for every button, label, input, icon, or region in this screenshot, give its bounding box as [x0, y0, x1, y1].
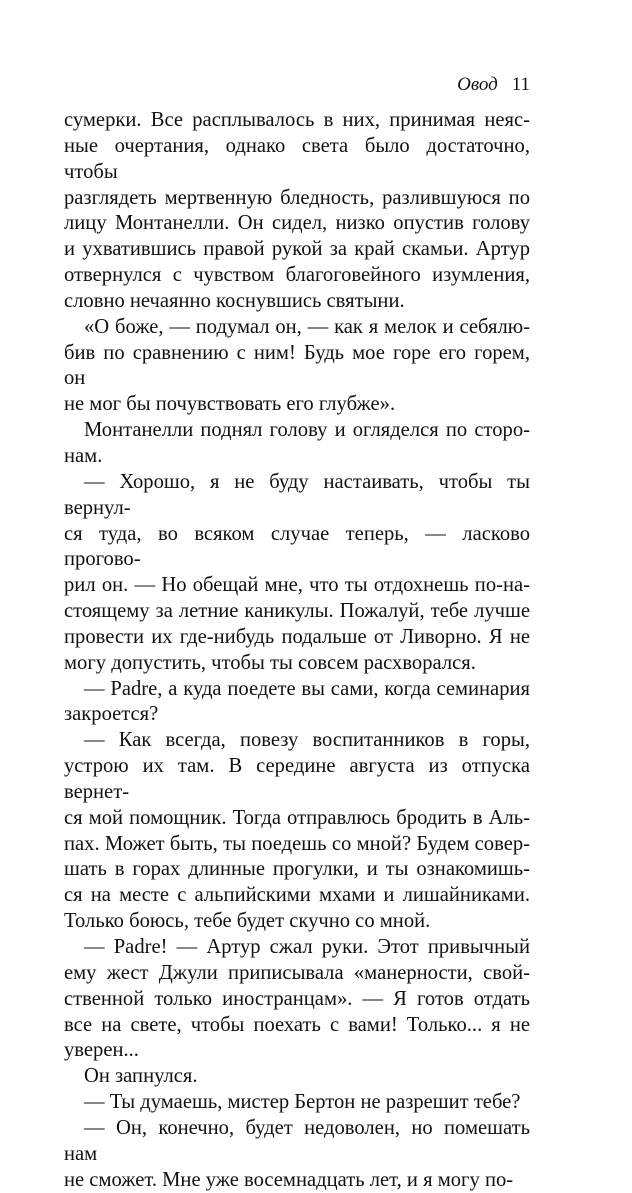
text-line: — Он, конечно, будет недоволен, но помешать нам	[64, 1116, 530, 1165]
text-line: ся мой помощник. Тогда отправлюсь бродить в Аль-	[64, 806, 530, 829]
text-line: словно нечаянно коснувшись святыни.	[64, 289, 405, 312]
paragraph	[64, 728, 530, 935]
page-number: 11	[511, 74, 530, 95]
text-line: рил он. — Но обещай мне, что ты отдохнешь по-на-	[64, 574, 530, 597]
paragraph	[64, 108, 530, 315]
paragraph	[64, 1090, 530, 1116]
text-line: не сможет. Мне уже восемнадцать лет, и я могу по-	[64, 1168, 514, 1191]
text-line: Он запнулся.	[84, 1065, 198, 1088]
text-line: — Как всегда, повезу воспитанников в горы,	[84, 729, 530, 752]
running-header	[64, 74, 530, 96]
paragraph	[64, 470, 530, 677]
text-line: уверен...	[64, 1039, 139, 1062]
text-line: ственной только иностранцам». — Я готов отдать	[64, 987, 530, 1010]
text-line: нам.	[64, 444, 103, 467]
text-line: ему жест Джули приписывала «манерности, свой-	[64, 961, 530, 984]
text-line: «О боже, — подумал он, — как я мелок и себялю-	[84, 315, 530, 338]
text-line: — Padre, а куда поедете вы сами, когда семинария	[84, 677, 530, 700]
text-line: — Padre! — Артур сжал руки. Этот привычный	[84, 936, 530, 958]
text-line: отвернулся с чувством благоговейного изумления,	[64, 264, 530, 287]
text-line: лицу Монтанелли. Он сидел, низко опустив голову	[64, 212, 530, 235]
text-line: — Хорошо, я не буду настаивать, чтобы ты вернул-	[64, 470, 530, 519]
text-line: закроется?	[64, 703, 159, 726]
text-line: разглядеть мертвенную бледность, разлившуюся по	[64, 186, 530, 209]
text-line: и ухватившись правой рукой за край скамьи. Артур	[64, 238, 530, 261]
paragraph	[64, 677, 530, 729]
text-line: ся на месте с альпийскими мхами и лишайниками.	[64, 884, 530, 907]
text-line: — Ты думаешь, мистер Бертон не разрешит тебе?	[84, 1091, 521, 1114]
text-line: не мог бы почувствовать его глубже».	[64, 393, 396, 416]
text-line: провести их где-нибудь подальше от Ливорно. Я не	[64, 625, 530, 648]
text-line: ные очертания, однако света было достаточно, чтобы	[64, 134, 530, 183]
text-line: все на свете, чтобы поехать с вами! Только... я не	[64, 1013, 530, 1036]
body-text	[64, 108, 530, 1193]
paragraph	[64, 418, 530, 470]
text-line: могу допустить, чтобы ты совсем расхворался.	[64, 651, 476, 674]
text-line: стоящему за летние каникулы. Пожалуй, тебе лучше	[64, 600, 530, 623]
text-line: сумерки. Все расплывалось в них, принимая неяс-	[64, 109, 530, 131]
text-line: бив по сравнению с ним! Будь мое горе его горем, он	[64, 341, 530, 390]
running-title: Овод	[457, 74, 498, 95]
text-line: шать в горах длинные прогулки, и ты ознакомишь-	[64, 858, 530, 881]
paragraph	[64, 1116, 530, 1193]
paragraph	[64, 1064, 530, 1090]
text-line: пах. Может быть, ты поедешь со мной? Будем совер-	[64, 832, 530, 855]
text-line: устрою их там. В середине августа из отпуска вернет-	[64, 755, 530, 803]
text-line: ся туда, во всяком случае теперь, — ласково прогово-	[64, 522, 530, 571]
text-line: Только боюсь, тебе будет скучно со мной.	[64, 910, 431, 933]
paragraph	[64, 315, 530, 418]
text-line: Монтанелли поднял голову и огляделся по сторо-	[84, 419, 530, 442]
